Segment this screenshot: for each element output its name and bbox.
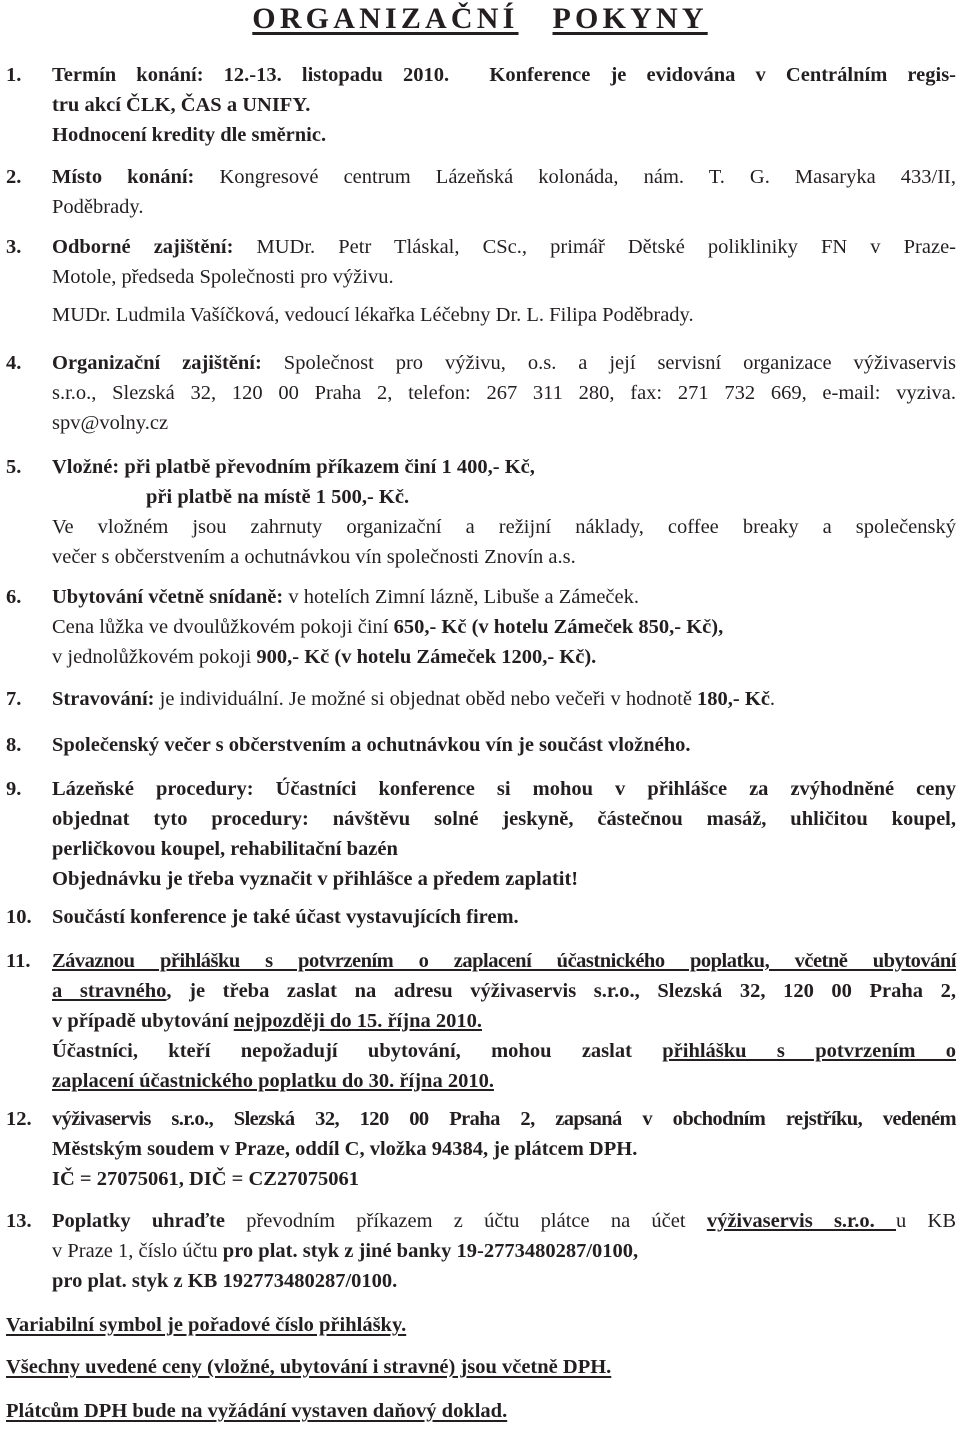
item-5-price-1: při platbě převodním příkazem činí 1 400,- Kč, [119, 456, 535, 478]
item-11-line-1: Závaznou přihlášku s potvrzením o zaplacení účastnického poplatku, včetně ubytování [52, 950, 956, 972]
item-8 [6, 730, 956, 760]
item-5-label: Vložné: [52, 456, 120, 478]
title-part-2: POKYNY [552, 2, 708, 35]
item-4-line-2: s.r.o., Slezská 32, 120 00 Praha 2, telefon: 267 311 280, fax: 271 732 669, e-mail: vyziva. [52, 382, 956, 404]
item-9-line-2: objednat tyto procedury: návštěvu solné jeskyně, částečnou masáž, uhličitou koupel, [52, 808, 956, 830]
item-9 [6, 774, 956, 894]
item-2-text: Kongresové centrum Lázeňská kolonáda, nám. T. G. Masaryka 433/II, [194, 166, 956, 188]
item-12-line-2: Městským soudem v Praze, oddíl C, vložka 94384, je plátcem DPH. [52, 1138, 638, 1160]
item-13-line-2: v Praze 1, číslo účtu [52, 1240, 223, 1262]
item-number: 4. [6, 352, 22, 374]
footer-tax-document: Plátcům DPH bude na vyžádání vystaven daňový doklad. [6, 1400, 508, 1422]
item-4-line-3: spv@volny.cz [52, 412, 169, 434]
title-part-1: ORGANIZAČNÍ [252, 2, 519, 35]
item-2 [6, 162, 956, 222]
item-7-end: . [769, 688, 776, 710]
item-13-line-1-end: u KB [896, 1210, 956, 1232]
item-4-label: Organizační zajištění: [52, 352, 262, 374]
item-8-text: Společenský večer s občerstvením a ochutnávkou vín je součást vložného. [52, 734, 691, 756]
item-6-label: Ubytování včetně snídaně: [52, 586, 284, 608]
item-number: 8. [6, 734, 22, 756]
item-11-line-3u: nejpozději do 15. října 2010. [233, 1010, 482, 1032]
item-11-line-2: , je třeba zaslat na adresu výživaservis s.r.o., Slezská 32, 120 00 Praha 2, [166, 980, 956, 1002]
item-number: 10. [6, 906, 32, 928]
item-1-line-1b: Konference je evidována v Centrálním regis- [489, 64, 956, 86]
item-4-text: Společnost pro výživu, o.s. a její servisní organizace výživaservis [261, 352, 956, 374]
item-1-line-3: Hodnocení kredity dle směrnic. [52, 124, 327, 146]
item-6-line-3a: v jednolůžkovém pokoji [52, 646, 257, 668]
item-7 [6, 684, 956, 714]
item-6-line-2b: 650,- Kč (v hotelu Zámeček 850,- Kč), [393, 616, 724, 638]
item-13 [6, 1206, 956, 1296]
item-10-text: Součástí konference je také účast vystavujících firem. [52, 906, 519, 928]
page-title [0, 4, 960, 34]
item-9-line-1: Lázeňské procedury: Účastníci konference si mohou v přihlášce za zvýhodněné ceny [52, 778, 956, 800]
item-7-price: 180,- Kč [697, 688, 770, 710]
item-6 [6, 582, 956, 672]
item-number: 2. [6, 166, 22, 188]
item-13-line-3: pro plat. styk z KB 192773480287/0100. [52, 1270, 398, 1292]
item-number: 7. [6, 688, 22, 710]
item-2-label: Místo konání: [52, 166, 195, 188]
item-11-line-4u: přihlášku s potvrzením o [662, 1040, 956, 1062]
item-5-price-2: při platbě na místě 1 500,- Kč. [146, 486, 410, 508]
item-6-line-3b: 900,- Kč (v hotelu Zámeček 1200,- Kč). [256, 646, 597, 668]
item-13-label: Poplatky uhraďte [52, 1210, 225, 1232]
item-5-line-4: večer s občerstvením a ochutnávkou vín společnosti Znovín a.s. [52, 546, 576, 568]
item-6-line-2a: Cena lůžka ve dvoulůžkovém pokoji činí [52, 616, 394, 638]
item-12-line-1: výživaservis s.r.o., Slezská 32, 120 00 Praha 2, zapsaná v obchodním rejstříku, vedeném [52, 1108, 956, 1130]
item-12-line-3: IČ = 27075061, DIČ = CZ27075061 [52, 1168, 359, 1190]
item-13-line-2b: pro plat. styk z jiné banky 19-2773480287/0100, [222, 1240, 639, 1262]
item-11-line-3: v případě ubytování [52, 1010, 234, 1032]
item-7-label: Stravování: [52, 688, 155, 710]
item-3-label: Odborné zajištění: [52, 236, 234, 258]
item-3 [6, 232, 956, 330]
item-number: 9. [6, 778, 22, 800]
item-9-line-3: perličkovou koupel, rehabilitační bazén [52, 838, 398, 860]
item-number: 12. [6, 1108, 32, 1130]
item-6-text: v hotelích Zimní lázně, Libuše a Zámeček. [283, 586, 639, 608]
item-11-line-2u: a stravného [52, 980, 167, 1002]
item-7-text: je individuální. Je možné si objednat oběd nebo večeři v hodnotě [154, 688, 698, 710]
item-number: 13. [6, 1210, 32, 1232]
item-3-line-2: Motole, předseda Společnosti pro výživu. [52, 266, 394, 288]
item-4 [6, 348, 956, 438]
item-11-line-4: Účastníci, kteří nepožadují ubytování, mohou zaslat [52, 1040, 663, 1062]
item-1-line-1a: Termín konání: 12.-13. listopadu 2010. [52, 64, 450, 86]
item-12 [6, 1104, 956, 1194]
footer-variable-symbol: Variabilní symbol je pořadové číslo přihlášky. [6, 1314, 407, 1336]
item-5 [6, 452, 956, 572]
item-2-line-2: Poděbrady. [52, 196, 144, 218]
item-3-line-3: MUDr. Ludmila Vašíčková, vedoucí lékařka Léčebny Dr. L. Filipa Poděbrady. [52, 304, 694, 326]
item-3-text: MUDr. Petr Tláskal, CSc., primář Dětské polikliniky FN v Praze- [233, 236, 956, 258]
item-number: 1. [6, 64, 22, 86]
item-9-line-4: Objednávku je třeba vyznačit v přihlášce a předem zaplatit! [52, 868, 579, 890]
item-number: 5. [6, 456, 22, 478]
item-number: 11. [6, 950, 31, 972]
item-10 [6, 902, 956, 932]
item-13-line-1: převodním příkazem z účtu plátce na účet [224, 1210, 707, 1232]
item-number: 6. [6, 586, 22, 608]
item-5-line-3: Ve vložném jsou zahrnuty organizační a režijní náklady, coffee breaky a společenský [52, 516, 956, 538]
item-1 [6, 60, 956, 150]
item-13-account-name: výživaservis s.r.o. [706, 1210, 897, 1232]
item-11 [6, 946, 956, 1096]
item-number: 3. [6, 236, 22, 258]
item-1-line-2: tru akcí ČLK, ČAS a UNIFY. [52, 94, 311, 116]
footer-vat-included: Všechny uvedené ceny (vložné, ubytování i stravné) jsou včetně DPH. [6, 1356, 612, 1378]
item-11-line-5u: zaplacení účastnického poplatku do 30. října 2010. [52, 1070, 494, 1092]
